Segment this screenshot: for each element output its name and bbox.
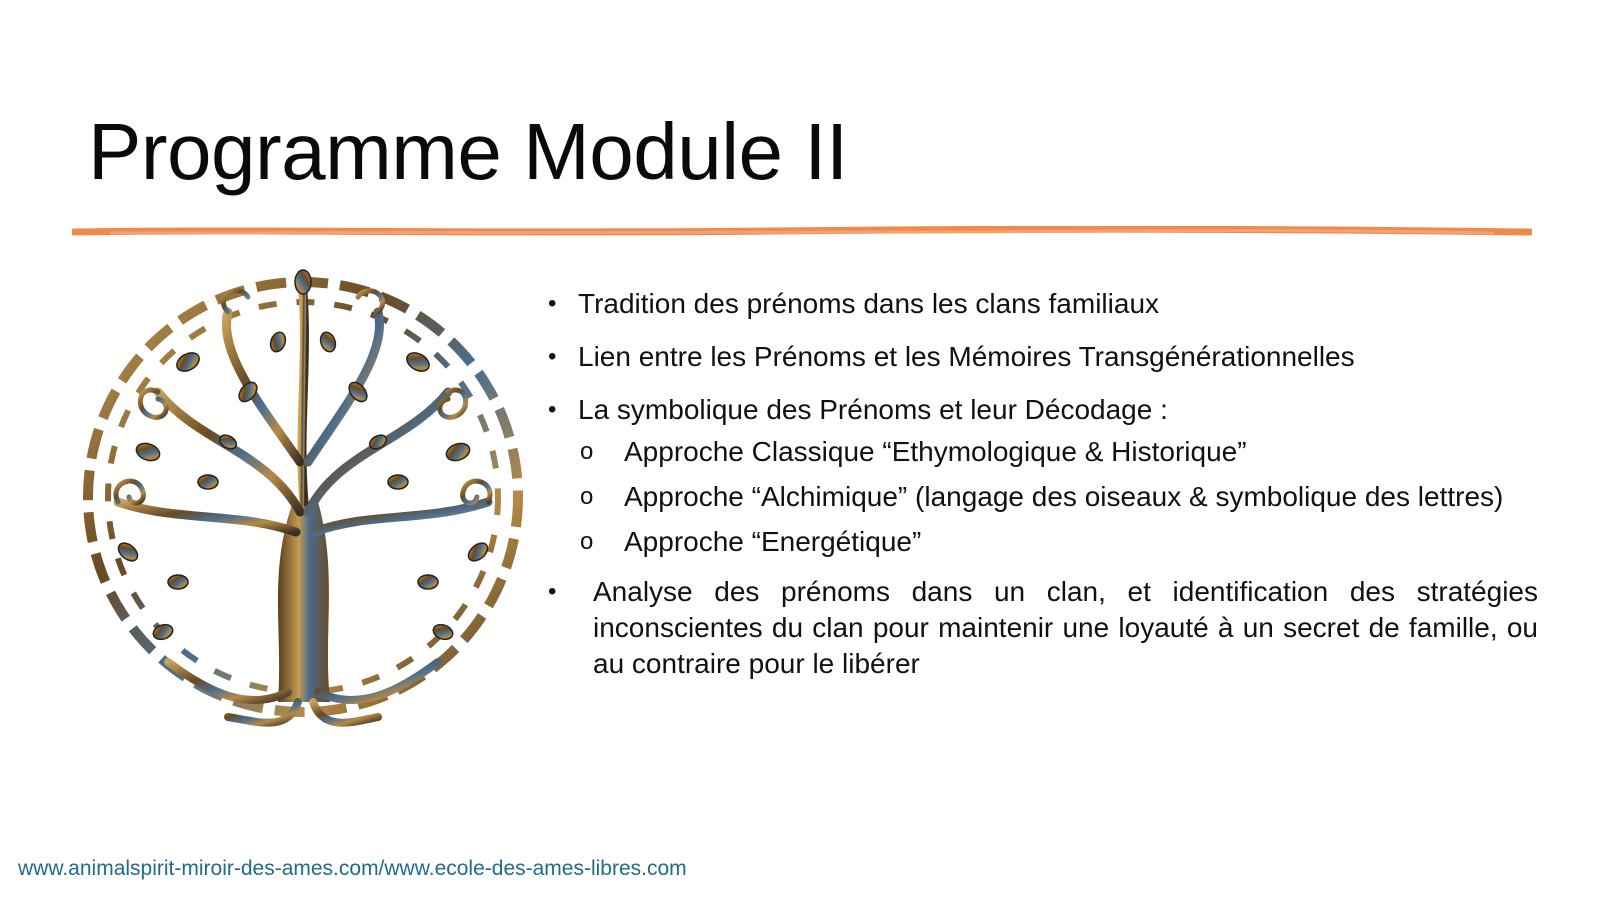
bullet-text: Tradition des prénoms dans les clans familiaux [578,288,1160,319]
list-item [548,286,1538,322]
footer-url[interactable]: www.animalspirit-miroir-des-ames.com/www.ecole-des-ames-libres.com [18,857,687,880]
sub-bullet-text: Approche Classique “Ethymologique & Historique” [624,436,1247,467]
bullet-marker: • [548,578,557,605]
bullet-list [548,286,1538,699]
bullet-text: Lien entre les Prénoms et les Mémoires Transgénérationnelles [578,341,1355,372]
bullet-marker: • [548,343,557,370]
list-item [548,339,1538,375]
sub-bullet-marker: o [580,483,594,510]
list-item [548,392,1538,428]
sub-list-item [548,434,1538,470]
sub-bullet-text: Approche “Energétique” [624,526,922,557]
orange-divider [72,226,1532,238]
tree-of-life-icon [68,252,538,752]
bullet-text: Analyse des prénoms dans un clan, et identification des stratégies inconscientes du clan pour maintenir une loyauté à un secret de famille, ou au contraire pour le libérer [593,576,1538,679]
sub-bullet-marker: o [580,528,594,555]
slide-title: Programme Module II [88,107,848,196]
bullet-marker: • [548,396,557,423]
bullet-text: La symbolique des Prénoms et leur Décodage : [578,394,1168,425]
bullet-marker: • [548,290,557,317]
sub-list-item [548,524,1538,560]
sub-bullet-text: Approche “Alchimique” (langage des oiseaux & symbolique des lettres) [624,481,1504,512]
list-item [548,574,1538,682]
sub-list-item [548,479,1538,515]
sub-bullet-marker: o [580,438,594,465]
